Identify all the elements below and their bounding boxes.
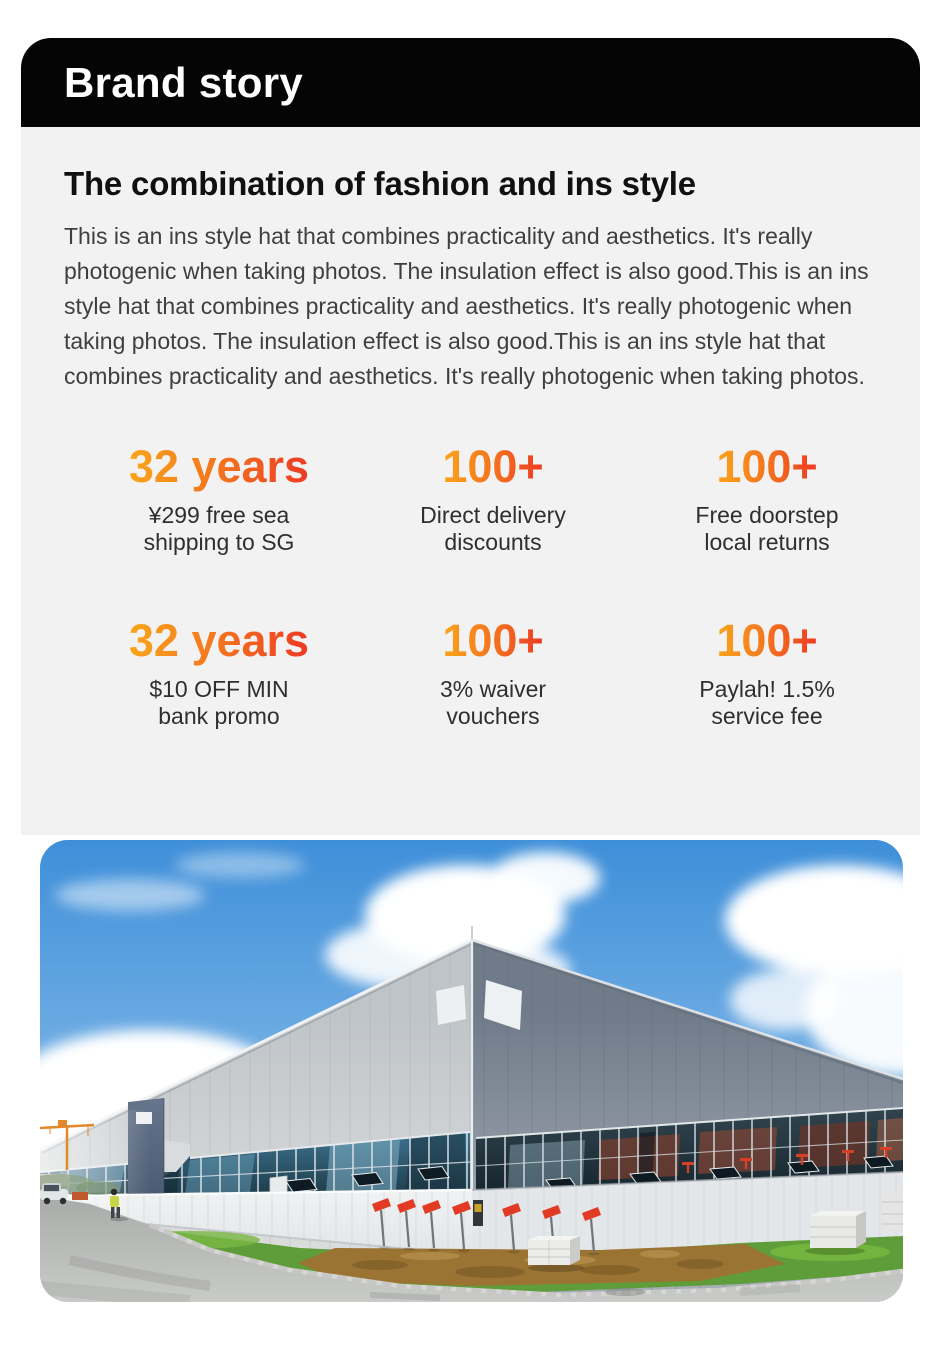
stat-caption	[82, 676, 356, 730]
stat-sea-shipping	[82, 440, 356, 556]
stat-caption-line: discounts	[444, 529, 542, 555]
stat-caption-line: vouchers	[446, 703, 540, 729]
stat-caption	[630, 502, 904, 556]
stat-value: 100+	[442, 615, 544, 666]
stat-local-returns	[630, 440, 904, 556]
stat-caption	[356, 502, 630, 556]
stat-value: 100+	[716, 615, 818, 666]
stat-waiver-vouchers	[356, 614, 630, 730]
warehouse-photo	[40, 840, 903, 1302]
stat-caption	[630, 676, 904, 730]
warehouse-photo-svg	[40, 840, 903, 1302]
stat-caption-line: 3% waiver	[439, 676, 547, 702]
stat-caption-line: $10 OFF MIN	[149, 676, 289, 702]
stat-caption-line: Direct delivery	[420, 502, 566, 528]
section-body-text: This is an ins style hat that combines practicality and aesthetics. It's really photogenic when taking photos. The insulation effect is also good.This is an ins style hat that combines practicality and aesthetics. It's really photogenic when taking photos. The insulation effect is also good.This is an ins style hat that combines practicality and aesthetics. It's really photogenic when taking photos.	[64, 223, 869, 389]
stat-caption	[82, 502, 356, 556]
stats-grid	[82, 440, 904, 730]
brand-story-section	[21, 127, 920, 835]
stat-caption-line: shipping to SG	[143, 529, 295, 555]
stat-value: 32 years	[128, 441, 310, 492]
stat-value: 100+	[716, 441, 818, 492]
stat-delivery-discounts	[356, 440, 630, 556]
stat-bank-promo	[82, 614, 356, 730]
page-title: Brand story	[64, 58, 304, 106]
stat-caption-line: ¥299 free sea	[148, 502, 290, 528]
stat-value: 32 years	[128, 615, 310, 666]
stat-service-fee	[630, 614, 904, 730]
stat-caption	[356, 676, 630, 730]
stat-value: 100+	[442, 441, 544, 492]
stat-caption-line: Free doorstep	[695, 502, 839, 528]
brand-story-header	[21, 38, 920, 127]
stat-caption-line: Paylah! 1.5%	[699, 676, 835, 702]
stat-caption-line: bank promo	[158, 703, 280, 729]
orange-container	[72, 1192, 88, 1200]
section-heading: The combination of fashion and ins style	[64, 165, 696, 202]
stat-caption-line: service fee	[711, 703, 823, 729]
stat-caption-line: local returns	[704, 529, 830, 555]
